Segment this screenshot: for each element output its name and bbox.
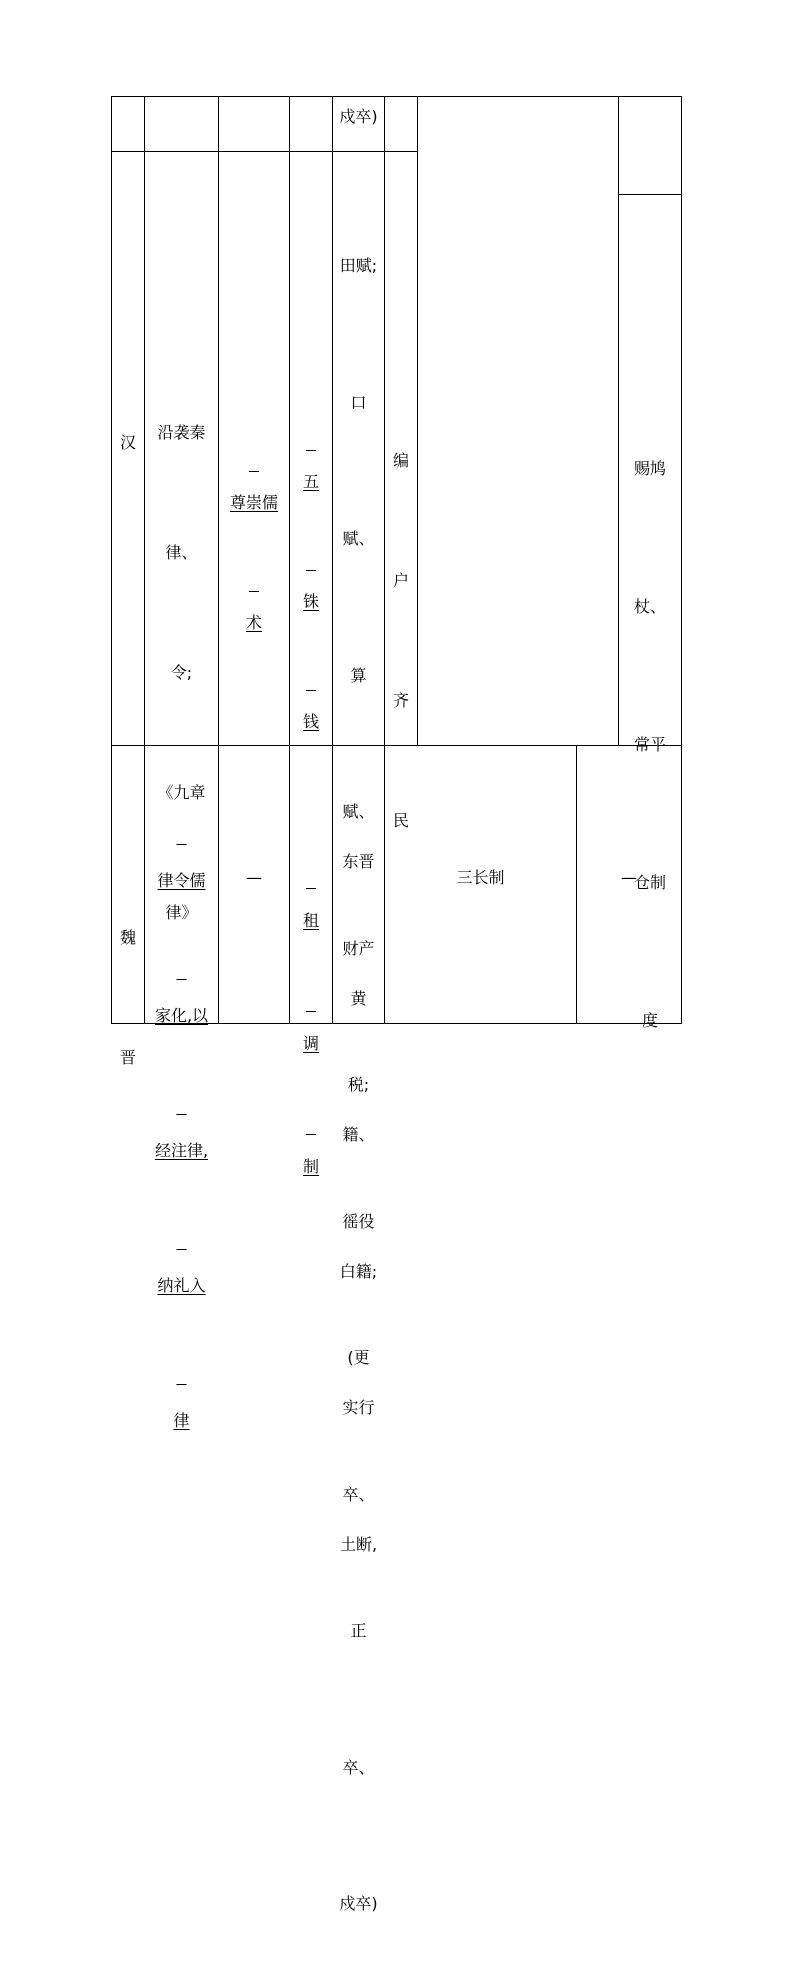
han-thought-line: 尊崇儒 <box>229 493 278 512</box>
weijin-currency-line: 调 <box>302 1034 319 1053</box>
han-law-line: 沿袭秦 <box>157 423 206 442</box>
han-tax-line: 卒、 <box>342 1484 375 1504</box>
han-household-line: 编 <box>392 451 409 470</box>
weijin-household: 三长制 <box>456 868 505 887</box>
row-divider-welfare <box>618 194 682 195</box>
weijin-tax-line: 黄 <box>350 988 367 1008</box>
han-tax-line: 税; <box>347 1075 370 1094</box>
han-welfare <box>619 354 681 1090</box>
han-tax-line: 算 <box>350 665 367 685</box>
weijin-dynasty <box>112 838 144 1118</box>
weijin-law-line: 经注律, <box>154 1141 209 1160</box>
weijin-law-line: 律 <box>173 1411 190 1430</box>
han-thought <box>219 403 289 683</box>
han-welfare-line: 常平 <box>633 735 666 754</box>
han-law-line: 《九章 <box>157 783 206 802</box>
col-border-7 <box>417 96 418 746</box>
row0-tax-text: 戍卒) <box>339 107 378 126</box>
han-household-line: 齐 <box>392 691 409 710</box>
weijin-law <box>145 768 218 1488</box>
han-currency-line: 铢 <box>302 592 319 611</box>
han-tax-line: 赋、 <box>342 529 375 548</box>
weijin-dynasty-line: 魏 <box>119 928 136 947</box>
weijin-law-line: 家化,以 <box>154 1006 209 1025</box>
weijin-currency-line: 租 <box>302 911 319 930</box>
han-tax-line: 正 <box>350 1621 367 1640</box>
han-tax-line: 卒、 <box>342 1757 375 1777</box>
weijin-law-line: 律令儒 <box>157 871 206 890</box>
han-currency <box>290 382 332 782</box>
han-household-line: 民 <box>392 811 409 830</box>
weijin-tax-line: 实行 <box>342 1398 375 1417</box>
han-tax-line: 口 <box>350 392 367 412</box>
han-welfare-line: 度 <box>641 1011 658 1030</box>
table-right-border <box>681 96 682 1024</box>
weijin-currency-line: 制 <box>302 1157 319 1176</box>
han-thought-line: 术 <box>245 613 262 632</box>
han-welfare-line: 仓制 <box>633 873 666 892</box>
weijin-tax-line: 东晋 <box>342 852 375 871</box>
weijin-currency <box>290 818 332 1228</box>
weijin-law-line: 纳礼入 <box>157 1276 206 1295</box>
weijin-tax <box>333 748 384 1613</box>
han-tax-line: 徭役 <box>342 1211 375 1231</box>
han-tax-line: (更 <box>347 1348 370 1367</box>
han-currency-line: 钱 <box>302 712 319 731</box>
han-tax-line: 财产 <box>342 938 375 958</box>
han-tax-line: 戍卒) <box>339 1894 378 1913</box>
han-law-line: 律、 <box>165 543 198 562</box>
han-law-line: 律》 <box>165 903 198 922</box>
weijin-thought: — <box>246 868 262 887</box>
han-welfare-line: 赐鸠 <box>633 459 666 478</box>
weijin-tax-line: 籍、 <box>342 1125 375 1144</box>
weijin-dynasty-line: 晋 <box>119 1048 136 1067</box>
han-welfare-line: 杖、 <box>633 597 666 616</box>
han-household <box>385 361 417 881</box>
table-top-border <box>111 96 682 97</box>
weijin-tax-line: 白籍; <box>339 1261 378 1281</box>
weijin-welfare: — <box>621 868 637 887</box>
han-currency-line: 五 <box>302 472 319 491</box>
han-dynasty: 汉 <box>119 433 136 452</box>
weijin-tax-line: 土断, <box>339 1534 378 1554</box>
han-tax-line: 赋、 <box>342 802 375 821</box>
han-law-line: 令; <box>170 663 193 682</box>
han-household-line: 户 <box>392 571 409 590</box>
han-tax-line: 田赋; <box>339 256 378 275</box>
